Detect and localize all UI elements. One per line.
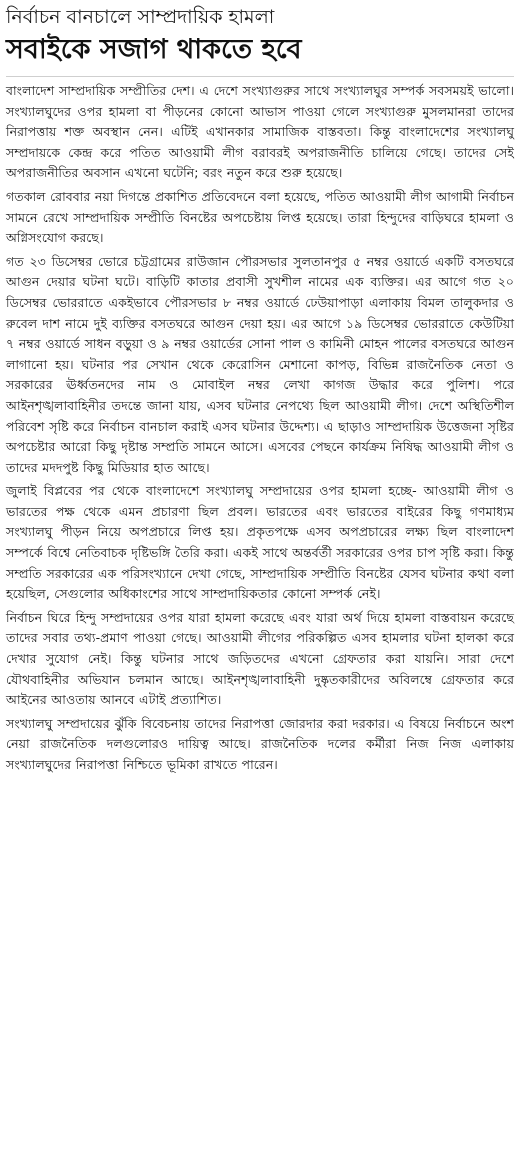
paragraph-5: নির্বাচন ঘিরে হিন্দু সম্প্রদায়ের ওপর যারা হামলা করেছে এবং যারা অর্থ দিয়ে হামলা বাস্তবায়ন করেছে তাদের সবার তথ্য-প্রমাণ পাওয়া গেছে। আওয়ামী লীগের পরিকল্পিত এসব হামলার ঘটনা হালকা করে দেখার সুযোগ নেই। কিন্তু ঘটনার সাথে জড়িতদের এখনো গ্রেফতার করা যায়নি। সারা দেশে যৌথবাহিনীর অভিযান চলমান আছে। আইনশৃঙ্খলাবাহিনী দুষ্কৃতকারীদের অবিলম্বে গ্রেফতার করে আইনের আওতায় আনবে এটাই প্রত্যাশিত। — [6, 609, 514, 708]
paragraph-6: সংখ্যালঘু সম্প্রদায়ের ঝুঁকি বিবেচনায় তাদের নিরাপত্তা জোরদার করা দরকার। এ বিষয়ে নির্বাচনে অংশ নেয়া রাজনৈতিক দলগুলোরও দায়িত্ব আছে। রাজনৈতিক দলের কর্মীরা নিজ নিজ এলাকায় সংখ্যালঘুদের নিরাপত্তা নিশ্চিতে ভূমিকা রাখতে পারেন। — [6, 715, 514, 772]
paragraph-4: জুলাই বিপ্লবের পর থেকে বাংলাদেশে সংখ্যালঘু সম্প্রদায়ের ওপর হামলা হচ্ছে- আওয়ামী লীগ ও ভারতের পক্ষ থেকে এমন প্রচারণা ছিল প্রবল। ভারতের এবং ভারতের বাইরের কিছু গণমাধ্যম সংখ্যালঘু পীড়ন নিয়ে অপপ্রচারে লিপ্ত হয়। প্রকৃতপক্ষে এসব অপপ্রচারের লক্ষ্য ছিল বাংলাদেশ সম্পর্কে বিশ্বে নেতিবাচক দৃষ্টিভঙ্গি তৈরি করা। একই সাথে অন্তর্বর্তী সরকারের ওপর চাপ সৃষ্টি করা। কিন্তু সম্প্রতি সরকারের এক পরিসংখ্যানে দেখা গেছে, সাম্প্রদায়িক সম্প্রীতি বিনষ্টের যেসব ঘটনার কথা বলা হয়েছিল, সেগুলোর অধিকাংশের সাথে সাম্প্রদায়িকতার কোনো সম্পর্ক নেই। — [6, 483, 514, 602]
paragraph-2: গতকাল রোববার নয়া দিগন্তে প্রকাশিত প্রতিবেদনে বলা হয়েছে, পতিত আওয়ামী লীগ আগামী নির্বাচন সামনে রেখে সাম্প্রদায়িক সম্প্রীতি বিনষ্টের অপচেষ্টায় লিপ্ত হয়েছে। তারা হিন্দুদের বাড়িঘরে হামলা ও অগ্নিসংযোগ করছে। — [6, 188, 514, 246]
kicker-title: নির্বাচন বানচালে সাম্প্রদায়িক হামলা — [6, 6, 275, 28]
paragraph-3: গত ২৩ ডিসেম্বর ভোরে চট্টগ্রামের রাউজান পৌরসভার সুলতানপুর ৫ নম্বর ওয়ার্ডে একটি বসতঘরে আগুন দেয়ার ঘটনা ঘটে। বাড়িটি কাতার প্রবাসী সুখশীল নামের এক ব্যক্তির। এর আগে গত ২০ ডিসেম্বর ভোররাতে একইভাবে পৌরসভার ৮ নম্বর ওয়ার্ডে ঢেউয়াপাড়া এলাকায় বিমল তালুকদার ও রুবেল দাশ নামে দুই ব্যক্তির বসতঘরে আগুন দেয়া হয়। এর আগে ১৯ ডিসেম্বর ভোররাতে কেউটিয়া ৭ নম্বর ওয়ার্ডে সাধন বড়ুয়া ও ৯ নম্বর ওয়ার্ডের সোনা পাল ও কামিনী মোহন পালের বসতঘরে আগুন লাগানো হয়। ঘটনার পর সেখান থেকে কেরোসিন মেশানো কাপড়, বিভিন্ন রাজনৈতিক নেতা ও সরকারের ঊর্ধ্বতনদের নাম ও মোবাইল নম্বর লেখা কাগজ উদ্ধার করে পুলিশ। পরে আইনশৃঙ্খলাবাহিনীর তদন্তে জানা যায়, এসব ঘটনার নেপথ্যে ছিল আওয়ামী লীগ। দেশে অস্থিতিশীল পরিবেশ সৃষ্টি করে নির্বাচন বানচাল করাই এসব ঘটনার উদ্দেশ্য। এ ছাড়াও সাম্প্রদায়িক উত্তেজনা সৃষ্টির অপচেষ্টার আরো কিছু দৃষ্টান্ত সম্প্রতি সামনে আসে। এসবের পেছনে কার্যক্রম নিষিদ্ধ আওয়ামী লীগ ও তাদের মদদপুষ্ট কিছু মিডিয়ার হাত আছে। — [6, 253, 514, 475]
paragraph-1: বাংলাদেশ সাম্প্রদায়িক সম্প্রীতির দেশ। এ দেশে সংখ্যাগুরুর সাথে সংখ্যালঘুর সম্পর্ক সবসময়ই ভালো। সংখ্যালঘুদের ওপর হামলা বা পীড়নের কোনো আভাস পাওয়া গেলে সংখ্যাগুরু মুসলমানরা তাদের নিরাপত্তায় শক্ত অবস্থান নেন। এটিই এখানকার সামাজিক বাস্তবতা। কিন্তু বাংলাদেশের সংখ্যালঘু সম্প্রদায়কে কেন্দ্র করে পতিত আওয়ামী লীগ বরাবরই অপরাজনীতি চালিয়ে গেছে। তাদের সেই অপরাজনীতির অবসান এখনো ঘটেনি; বরং নতুন করে শুরু হয়েছে। — [6, 83, 514, 181]
editorial-article — [6, 4, 514, 779]
headline-divider — [6, 76, 514, 77]
headline: সবাইকে সজাগ থাকতে হবে — [6, 34, 302, 65]
article-body — [6, 81, 514, 776]
